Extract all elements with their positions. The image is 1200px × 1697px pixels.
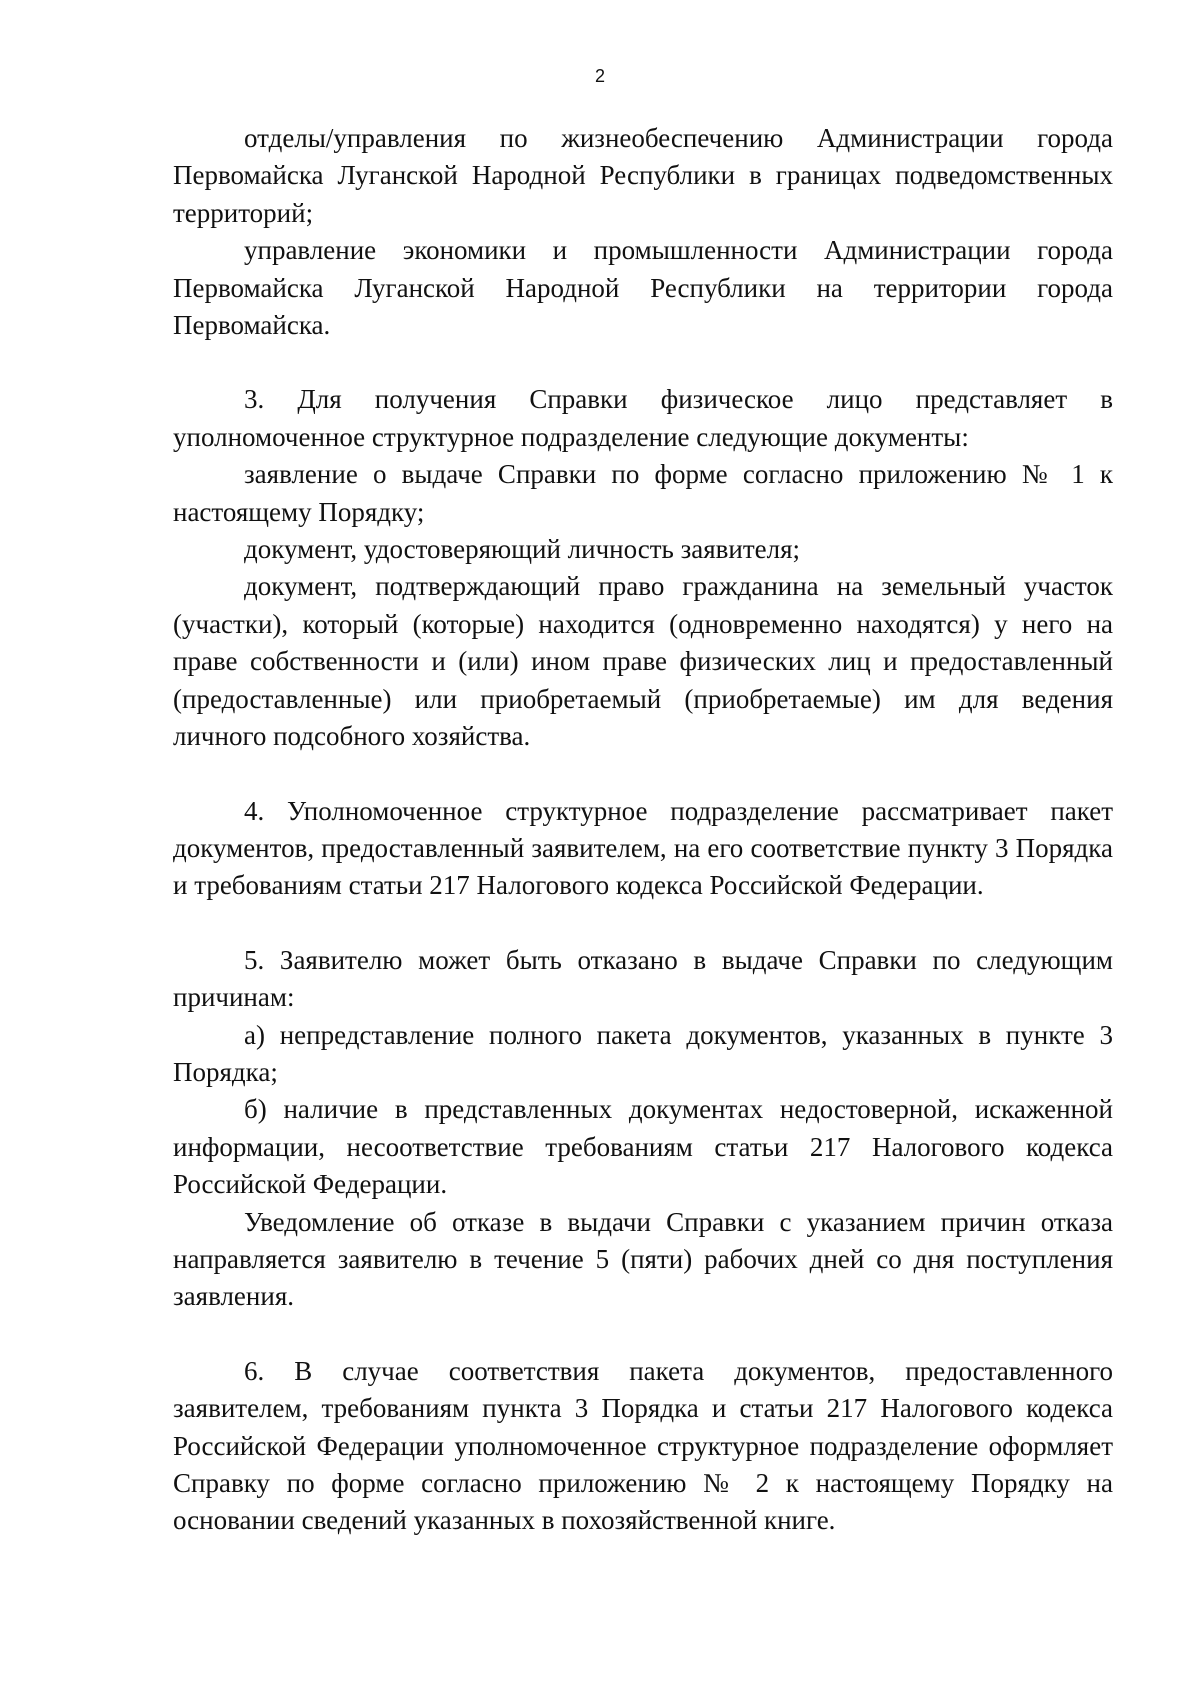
paragraph-departments-lifesupport: отделы/управления по жизнеобеспечению Администрации города Первомайска Луганской Народной Республики в границах подведомственных территорий; [173, 123, 1113, 228]
page-number: 2 [594, 66, 605, 86]
paragraph-land-right-document: документ, подтверждающий право гражданина на земельный участок (участки), который (которые) находится (одновременно находятся) у него на праве собственности и (или) ином праве физических лиц и предоставленный (предоставленные) или приобретаемый (приобретаемые) им для ведения личного подсобного хозяйства. [173, 571, 1113, 752]
section-spacer [173, 1316, 1113, 1353]
paragraph-item-4: 4. Уполномоченное структурное подразделение рассматривает пакет документов, предоставленный заявителем, на его соответствие пункту 3 Порядка и требованиям статьи 217 Налогового кодекса Российской Федерации. [173, 795, 1113, 901]
paragraph-item-5: 5. Заявителю может быть отказано в выдаче Справки по следующим причинам: [173, 944, 1113, 1013]
paragraph-application: заявление о выдаче Справки по форме согласно приложению № 1 к настоящему Порядку; [173, 459, 1113, 527]
document-body [173, 120, 1113, 1540]
paragraph-reason-a: а) непредставление полного пакета документов, указанных в пункте 3 Порядка; [173, 1019, 1113, 1087]
section-spacer [173, 344, 1113, 381]
paragraph-department-economy: управление экономики и промышленности Администрации города Первомайска Луганской Народной Республики на территории города Первомайска. [173, 235, 1113, 341]
paragraph-refusal-notice: Уведомление об отказе в выдачи Справки с указанием причин отказа направляется заявителю в течение 5 (пяти) рабочих дней со дня поступления заявления. [173, 1206, 1113, 1312]
section-spacer [173, 905, 1113, 942]
paragraph-item-3: 3. Для получения Справки физическое лицо представляет в уполномоченное структурное подразделение следующие документы: [173, 384, 1113, 452]
paragraph-reason-b: б) наличие в представленных документах недостоверной, искаженной информации, несоответствие требованиям статьи 217 Налогового кодекса Российской Федерации. [173, 1094, 1113, 1200]
paragraph-identity-document: документ, удостоверяющий личность заявителя; [244, 534, 801, 565]
paragraph-item-6: 6. В случае соответствия пакета документов, предоставленного заявителем, требованиям пункта 3 Порядка и статьи 217 Налогового кодекса Российской Федерации уполномоченное структурное подразделение оформляет Справку по форме согласно приложению № 2 к настоящему Порядку на основании сведений указанных в похозяйственной книге. [173, 1355, 1113, 1536]
section-spacer [173, 756, 1113, 793]
